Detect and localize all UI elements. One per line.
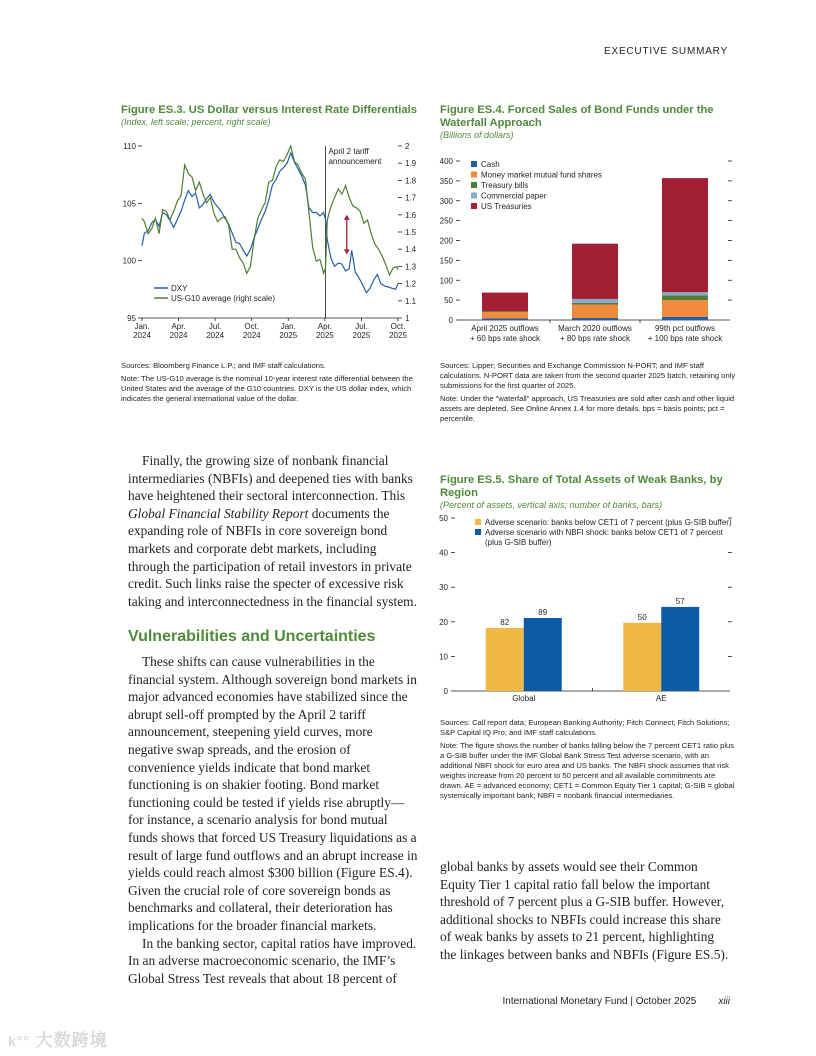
- y-tick-label: 300: [439, 196, 453, 206]
- x-tick-label-month: Oct.: [390, 322, 406, 331]
- watermark: [8, 1026, 108, 1051]
- watermark-logo-icon: k°°: [8, 1033, 30, 1049]
- body-paragraph-4: [440, 858, 732, 964]
- x-category-label: + 100 bps rate shock: [647, 334, 723, 343]
- y-right-tick-label: 1.5: [405, 228, 417, 237]
- x-category-label: March 2020 outflows: [558, 324, 632, 333]
- x-tick-label-year: 2025: [389, 331, 407, 340]
- y-tick-label: 400: [439, 157, 453, 166]
- legend-swatch: [471, 172, 477, 178]
- para1-text-a: Finally, the growing size of nonbank financial intermediaries (NBFIs) and deepened ties with banks have heightened their sectoral interconnection. This: [128, 453, 413, 504]
- y-tick-label: 250: [439, 216, 453, 226]
- x-category-label: + 60 bps rate shock: [469, 334, 541, 343]
- footer-publisher: International Monetary Fund | October 2025: [502, 996, 697, 1007]
- figure-es5-chart: [435, 508, 745, 708]
- annotation-label: April 2 tariff: [328, 147, 369, 156]
- figure-es3-chart: [110, 138, 420, 350]
- y-tick-label: 200: [439, 236, 453, 246]
- bar-adverse: [486, 628, 524, 691]
- figure-es5-note: Note: The figure shows the number of banks falling below the 7 percent CET1 ratio plus a G-SIB buffer under the IMF Global Bank Stress Test adverse scenario, with an additional NBFI shock for euro area and US banks. The NBFI shock assumes that risk weights increase from 20 percent to 50 percent and all available commitments are drawn. AE = advanced economy; CET1 = Common Equity Tier 1 capital; G-SIB = global systemically important bank; NBFI = nonbank financial intermediaries.: [440, 741, 735, 800]
- x-tick-label-month: Jul.: [208, 322, 222, 331]
- x-tick-label-year: 2025: [352, 331, 371, 340]
- figure-es4-subtitle: (Billions of dollars): [440, 130, 514, 140]
- x-tick-label-year: 2024: [133, 331, 151, 340]
- y-tick-label: 40: [439, 548, 448, 558]
- report-title-italic: Global Financial Stability Report: [128, 505, 309, 521]
- legend-swatch: [471, 203, 477, 209]
- bar-segment-us-treasuries: [572, 244, 618, 299]
- bar-segment-cash: [572, 318, 618, 320]
- figure-es5-title: Figure ES.5. Share of Total Assets of Weak Banks, by Region: [440, 474, 723, 499]
- y-tick-label: 350: [439, 176, 453, 186]
- y-tick-label: 50: [439, 514, 448, 523]
- x-category-label: AE: [655, 694, 667, 703]
- running-head: EXECUTIVE SUMMARY: [604, 46, 728, 57]
- bar-data-label: 50: [637, 612, 647, 622]
- y-tick-label: 20: [439, 617, 448, 627]
- y-right-tick-label: 1: [405, 314, 410, 323]
- bar-segment-us-treasuries: [482, 293, 528, 312]
- legend-swatch: [475, 529, 481, 535]
- x-tick-label-month: Apr.: [317, 322, 332, 331]
- bar-segment-money-market-mutual-fund-shares: [482, 312, 528, 318]
- legend-label: Money market mutual fund shares: [481, 170, 602, 180]
- legend-label: US Treasuries: [481, 202, 532, 211]
- x-tick-label-month: Jan.: [280, 322, 296, 331]
- figure-es5-header: [440, 474, 740, 511]
- y-right-tick-label: 1.6: [405, 210, 417, 220]
- body-paragraph-4-text: global banks by assets would see their Common Equity Tier 1 capital ratio fall below the important threshold of 7 percent plus a G-SIB buffer. However, additional shocks to NBFIs could increase this share of weak banks by assets to 21 percent, highlighting the linkages between banks and NBFIs (Figure ES.5).: [440, 859, 729, 962]
- figure-es4-title: Figure ES.4. Forced Sales of Bond Funds under the Waterfall Approach: [440, 104, 714, 129]
- bar-segment-cash: [482, 318, 528, 320]
- y-right-tick-label: 2: [405, 142, 410, 151]
- y-left-tick-label: 95: [127, 314, 136, 323]
- y-tick-label: 10: [439, 652, 448, 662]
- y-left-tick-label: 105: [122, 199, 136, 209]
- figure-es4-sources: Sources: Lipper; Securities and Exchange Commission N-PORT; and IMF staff calculations. N-PORT data are taken from the second quarter 2025 batch, retaining only submissions for the first quarter of 2025.: [440, 361, 736, 390]
- y-right-tick-label: 1.3: [405, 262, 417, 272]
- arrow-up-icon: [344, 215, 350, 220]
- legend-swatch: [471, 182, 477, 188]
- body-paragraph-1: [128, 452, 418, 610]
- y-tick-label: 100: [439, 276, 453, 286]
- y-tick-label: 0: [448, 316, 453, 325]
- x-category-label: 99th pct outflows: [654, 324, 716, 333]
- legend-label: US-G10 average (right scale): [171, 294, 276, 303]
- figure-es3-title: Figure ES.3. US Dollar versus Interest Rate Differentials: [121, 104, 417, 116]
- bar-data-label: 57: [675, 596, 685, 606]
- bar-segment-commercial-paper: [572, 299, 618, 303]
- bar-segment-cash: [662, 317, 708, 320]
- bar-adverse: [623, 623, 661, 691]
- x-tick-label-month: Jul.: [355, 322, 368, 331]
- figure-es4-notes: [440, 361, 740, 424]
- x-category-label: April 2025 outflows: [471, 324, 539, 333]
- x-tick-label-year: 2024: [169, 331, 188, 340]
- legend-label: Treasury bills: [481, 181, 529, 190]
- figure-es4-note: Note: Under the "waterfall" approach, US Treasuries are sold after cash and other liquid assets are depleted. See Online Annex 1.4 for more details. bps = basis points; pct = percentile.: [440, 394, 735, 423]
- legend-label: Adverse scenario: banks below CET1 of 7 percent (plus G-SIB buffer): [485, 518, 732, 527]
- bar-adverse-nbfi: [524, 618, 562, 691]
- page-number: xiii: [718, 996, 730, 1007]
- figure-es4-header: [440, 104, 740, 141]
- figure-es5-notes: [440, 718, 740, 801]
- figure-es5-sources: Sources: Call report data; European Banking Authority; Fitch Connect; Fitch Solutions; S&P Capital IQ Pro; and IMF staff calculations.: [440, 718, 730, 737]
- figure-es3-sources: Sources: Bloomberg Finance L.P.; and IMF staff calculations.: [121, 361, 326, 370]
- figure-es5-subtitle: (Percent of assets, vertical axis; number of banks, bars): [440, 500, 663, 510]
- legend-swatch: [475, 519, 481, 525]
- x-tick-label-month: Oct.: [244, 322, 260, 331]
- page-footer: [430, 996, 730, 1007]
- bar-segment-commercial-paper: [662, 292, 708, 295]
- y-tick-label: 50: [444, 296, 453, 306]
- legend-swatch: [471, 193, 477, 199]
- y-right-tick-label: 1.7: [405, 193, 417, 203]
- body-paragraph-3: In the banking sector, capital ratios have improved. In an adverse macroeconomic scenario, the IMF’s Global Stress Test reveals that about 18 percent of: [128, 935, 417, 986]
- y-right-tick-label: 1.1: [405, 296, 417, 306]
- para1-text-b: documents the expanding role of NBFIs in core sovereign bond markets and corporate debt markets, including through the participation of retail investors in private credit. Such links raise the specter of excessive risk taking and interconnectedness in the financial system.: [128, 505, 417, 609]
- legend-label: Cash: [481, 160, 500, 169]
- y-right-tick-label: 1.4: [405, 245, 417, 255]
- y-left-tick-label: 110: [123, 142, 136, 151]
- body-paragraph-2: These shifts can cause vulnerabilities in the financial system. Although sovereign bond markets in major advanced economies have stabilized since the abrupt sell-off prompted by the April 2 tariff announcement, steepening yield curves, more negative swap spreads, and the erosion of convenience yields indicate that bond market functioning is on shakier footing. Bond market functioning could be tested if yields rise abruptly—for instance, a scenario analysis for bond mutual funds shows that forced US Treasury liquidations as a result of large fund outflows and an abrupt increase in yields could reach almost $300 billion (Figure ES.4). Given the crucial role of core sovereign bonds as benchmarks and collateral, their deterioration has implications for the broader financial markets.: [128, 654, 418, 933]
- bar-segment-us-treasuries: [662, 178, 708, 292]
- legend-label: DXY: [171, 284, 188, 293]
- bar-segment-treasury-bills: [662, 295, 708, 300]
- bar-adverse-nbfi: [661, 607, 699, 691]
- legend-label: Commercial paper: [481, 191, 547, 201]
- series-line-dxy: [142, 153, 398, 293]
- y-right-tick-label: 1.8: [405, 176, 417, 186]
- figure-es3-subtitle: (Index, left scale; percent, right scale): [121, 117, 271, 127]
- y-tick-label: 150: [439, 256, 453, 266]
- y-tick-label: 30: [439, 583, 448, 593]
- figure-es4-chart: [435, 152, 745, 347]
- x-tick-label-year: 2025: [279, 331, 298, 340]
- x-tick-label-year: 2024: [206, 331, 225, 340]
- x-category-label: + 80 bps rate shock: [559, 334, 631, 343]
- bar-segment-money-market-mutual-fund-shares: [662, 300, 708, 317]
- watermark-text: 大数跨境: [35, 1031, 108, 1050]
- x-tick-label-year: 2025: [315, 331, 334, 340]
- legend-swatch: [471, 161, 477, 167]
- legend-label: (plus G-SIB buffer): [485, 538, 552, 547]
- annotation-label: announcement: [328, 157, 382, 166]
- y-right-tick-label: 1.2: [405, 279, 417, 289]
- y-right-tick-label: 1.9: [405, 159, 417, 169]
- bar-segment-money-market-mutual-fund-shares: [572, 304, 618, 318]
- bar-segment-treasury-bills: [482, 311, 528, 312]
- x-tick-label-month: Jan.: [134, 322, 150, 331]
- body-paragraph-2-3: [128, 653, 418, 987]
- y-tick-label: 0: [443, 687, 448, 696]
- legend-label: Adverse scenario with NBFI shock: banks below CET1 of 7 percent: [485, 528, 723, 537]
- x-category-label: Global: [512, 694, 536, 703]
- bar-data-label: 89: [538, 607, 548, 617]
- y-left-tick-label: 100: [122, 256, 136, 266]
- x-tick-label-year: 2024: [242, 331, 261, 340]
- figure-es3-note: Note: The US-G10 average is the nominal 10-year interest rate differential between the United States and the average of the G10 countries. DXY is the US dollar index, which indicates the general international value of the dollar.: [121, 374, 413, 403]
- x-tick-label-month: Apr.: [171, 322, 186, 331]
- section-heading: Vulnerabilities and Uncertainties: [128, 628, 376, 645]
- bar-data-label: 82: [500, 618, 510, 628]
- figure-es3-header: [121, 104, 421, 128]
- figure-es3-notes: [121, 361, 421, 404]
- arrow-down-icon: [344, 249, 350, 254]
- bar-segment-treasury-bills: [572, 303, 618, 305]
